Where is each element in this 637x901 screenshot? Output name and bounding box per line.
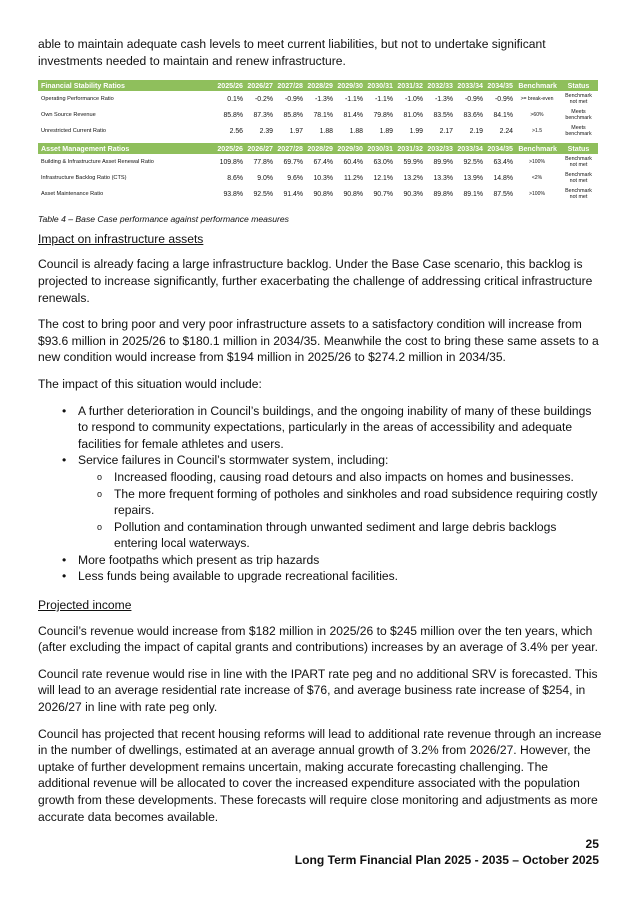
list-item: • Service failures in Council’s stormwater system, including: o Increased flooding, causing road detours and also impacts on homes and businesses. o The more frequent forming of potholes and sinkholes and road subsidence requiring costly repairs. o Pollution and contamination through unwanted sediment and large debris backlogs entering local waterways. [38, 452, 603, 552]
table-row [38, 186, 598, 202]
ratio-value: 13.2% [403, 174, 423, 182]
benchmark-value: >1.5 [531, 128, 543, 135]
ratio-value: 63.4% [493, 158, 513, 166]
year-header: 2027/28 [275, 80, 305, 91]
ratio-value: 1.88 [319, 127, 333, 135]
year-header: 2033/34 [455, 143, 485, 154]
ratio-value: 109.8% [219, 158, 243, 166]
ratio-value: 90.3% [403, 190, 423, 198]
ratio-value: 9.0% [257, 174, 273, 182]
status-badge: Benchmark not met [565, 155, 592, 169]
ratio-value: 13.3% [433, 174, 453, 182]
ratio-value: 81.0% [403, 111, 423, 119]
year-header: 2030/31 [365, 80, 395, 91]
ratio-value: 8.6% [227, 174, 243, 182]
impact-paragraph: The cost to bring poor and very poor infrastructure assets to a satisfactory condition will increase from $93.6 million in 2025/26 to $180.1 million in 2034/35. Meanwhile the cost to bring these same assets to a new condition would increase from $194 million in 2025/26 to $274.2 million in 2034/35. [38, 317, 599, 365]
ratio-value: 11.2% [343, 174, 363, 182]
ratio-value: 2.56 [229, 127, 243, 135]
ratio-value: 89.8% [433, 190, 453, 198]
ratio-value: 63.0% [373, 158, 393, 166]
ratio-value: 85.8% [223, 111, 243, 119]
table-row [38, 107, 598, 123]
ratio-value: -0.9% [464, 95, 483, 103]
year-header: 2029/30 [335, 143, 365, 154]
ratio-value: 81.4% [343, 111, 363, 119]
ratio-value: 84.1% [493, 111, 513, 119]
income-paragraph: Council’s revenue would increase from $182 million in 2025/26 to $245 million over the ten years, which (after excluding the impact of capital grants and contributions) increases by an average of 3.4% per year. [38, 623, 598, 655]
ratio-value: 1.88 [349, 127, 363, 135]
ratio-value: 77.8% [253, 158, 273, 166]
table-row [38, 123, 598, 139]
list-item: • Less funds being available to upgrade recreational facilities. [62, 569, 399, 584]
income-paragraph: Council rate revenue would rise in line with the IPART rate peg and no additional SRV is forecasted. This will lead to an average residential rate increase of $76, and average business rate increase of $254, in 2026/27 in line with rate peg only. [38, 666, 598, 715]
ratio-value: 92.5% [253, 190, 273, 198]
ratio-name: Infrastructure Backlog Ratio (CTS) [41, 175, 127, 182]
ratio-value: -1.0% [404, 95, 423, 103]
ratio-value: -0.9% [284, 95, 303, 103]
ratio-value: 90.8% [343, 190, 363, 198]
year-header: 2026/27 [245, 80, 275, 91]
ratio-value: 1.97 [289, 127, 303, 135]
ratio-value: -1.1% [374, 95, 393, 103]
year-header: 2028/29 [305, 80, 335, 91]
ratio-value: 85.8% [283, 111, 303, 119]
status-header: Status [559, 80, 598, 91]
ratio-value: -1.1% [344, 95, 363, 103]
ratio-value: 87.3% [253, 111, 273, 119]
benchmark-header: Benchmark [515, 143, 559, 154]
table-row [38, 170, 598, 186]
ratio-value: -0.2% [254, 95, 273, 103]
benchmark-value: >100% [528, 191, 545, 198]
stormwater-sublist [78, 469, 603, 552]
document-title: Long Term Financial Plan 2025 - 2035 – October 2025 [294, 853, 599, 867]
ratio-value: 60.4% [343, 158, 363, 166]
status-header: Status [559, 143, 598, 154]
list-item: • A further deterioration in Council’s buildings, and the ongoing inability of many of these buildings to respond to community expectations, particularly in the areas of accessibility and adequate facilities for female athletes and users. [62, 403, 592, 451]
sub-list-item: o The more frequent forming of potholes and sinkholes and road subsidence requiring costly repairs. [97, 486, 598, 518]
ratio-value: 83.6% [463, 111, 483, 119]
ratio-value: 92.5% [463, 158, 483, 166]
impact-paragraph: The impact of this situation would include: [38, 376, 262, 391]
ratio-value: 89.1% [463, 190, 483, 198]
benchmark-value: >100% [528, 159, 545, 166]
year-header: 2033/34 [455, 80, 485, 91]
sub-list-item: o Pollution and contamination through unwanted sediment and large debris backlogs entering local waterways. [97, 519, 557, 551]
ratio-value: 2.39 [259, 127, 273, 135]
ratio-name: Operating Performance Ratio [41, 96, 114, 103]
table-caption: Table 4 – Base Case performance against performance measures [38, 214, 289, 225]
table-row [38, 91, 598, 107]
impact-heading: Impact on infrastructure assets [38, 231, 204, 246]
year-header: 2031/32 [395, 143, 425, 154]
ratio-value: 13.9% [463, 174, 483, 182]
benchmark-header: Benchmark [515, 80, 559, 91]
ratio-value: 78.1% [313, 111, 333, 119]
ratio-value: 90.8% [313, 190, 333, 198]
ratio-value: 83.5% [433, 111, 453, 119]
ratio-value: 2.17 [439, 127, 453, 135]
ratio-value: 89.9% [433, 158, 453, 166]
year-header: 2034/35 [485, 143, 515, 154]
status-badge: Meets benchmark [565, 124, 592, 138]
ratio-name: Building & Infrastructure Asset Renewal Ratio [41, 159, 154, 166]
year-header: 2025/26 [210, 143, 245, 154]
ratio-value: 79.8% [373, 111, 393, 119]
ratio-name: Unrestricted Current Ratio [41, 128, 106, 135]
ratio-value: 0.1% [227, 95, 243, 103]
ratio-value: 93.8% [223, 190, 243, 198]
income-paragraph: Council has projected that recent housing reforms will lead to additional rate revenue through an increase in the number of dwellings, estimated at an average annual growth of 3.2% from 2026/27. However, the uptake of further development remains uncertain, making accurate forecasting challenging. The additional revenue will be allocated to cover the increased expenditure associated with the population growth from these developments. These forecasts will require close monitoring and adjustments as more accurate data becomes available. [38, 726, 602, 824]
ratio-value: 90.7% [373, 190, 393, 198]
benchmark-value: >60% [530, 112, 544, 119]
impact-paragraph: Council is already facing a large infrastructure backlog. Under the Base Case scenario, this backlog is projected to increase significantly, further exacerbating the challenge of addressing critical infrastructure renewals. [38, 257, 593, 305]
intro-paragraph: able to maintain adequate cash levels to meet current liabilities, but not to undertake significant investments needed to maintain and renew infrastructure. [38, 37, 546, 68]
ratio-value: 69.7% [283, 158, 303, 166]
year-header: 2028/29 [305, 143, 335, 154]
status-badge: Benchmark not met [565, 92, 592, 106]
table-row [38, 154, 598, 170]
benchmark-value: >= break-even [520, 96, 554, 103]
impact-list [38, 403, 603, 586]
status-badge: Benchmark not met [565, 171, 592, 185]
income-heading: Projected income [38, 598, 132, 613]
ratio-value: 12.1% [373, 174, 393, 182]
ratio-value: 2.19 [469, 127, 483, 135]
ratio-value: 2.24 [499, 127, 513, 135]
ratio-value: -1.3% [434, 95, 453, 103]
benchmark-value: <2% [531, 175, 543, 182]
section-header-row [38, 80, 598, 91]
ratio-name: Asset Maintenance Ratio [41, 191, 104, 198]
ratio-value: 1.99 [409, 127, 423, 135]
ratio-value: 14.8% [493, 174, 513, 182]
year-header: 2027/28 [275, 143, 305, 154]
year-header: 2025/26 [210, 80, 245, 91]
ratio-value: 91.4% [283, 190, 303, 198]
year-header: 2029/30 [335, 80, 365, 91]
ratio-value: 9.6% [287, 174, 303, 182]
ratio-value: -0.9% [494, 95, 513, 103]
year-header: 2032/33 [425, 143, 455, 154]
ratio-value: 67.4% [313, 158, 333, 166]
ratio-value: 59.9% [403, 158, 423, 166]
year-header: 2030/31 [365, 143, 395, 154]
ratios-table [38, 80, 598, 202]
list-item: • More footpaths which present as trip hazards [62, 552, 320, 567]
ratio-value: -1.3% [314, 95, 333, 103]
status-badge: Meets benchmark [565, 108, 592, 122]
section-title: Financial Stability Ratios [38, 80, 210, 91]
year-header: 2034/35 [485, 80, 515, 91]
section-header-row [38, 143, 598, 154]
page-footer [295, 836, 599, 868]
status-badge: Benchmark not met [565, 187, 592, 201]
ratio-name: Own Source Revenue [41, 112, 96, 119]
sub-list-item: o Increased flooding, causing road detours and also impacts on homes and businesses. [97, 469, 574, 484]
page-number: 25 [585, 837, 599, 851]
page-content [38, 36, 603, 835]
section-title: Asset Management Ratios [38, 143, 210, 154]
ratio-value: 1.89 [379, 127, 393, 135]
year-header: 2026/27 [245, 143, 275, 154]
year-header: 2032/33 [425, 80, 455, 91]
ratio-value: 10.3% [313, 174, 333, 182]
ratio-value: 87.5% [493, 190, 513, 198]
year-header: 2031/32 [395, 80, 425, 91]
